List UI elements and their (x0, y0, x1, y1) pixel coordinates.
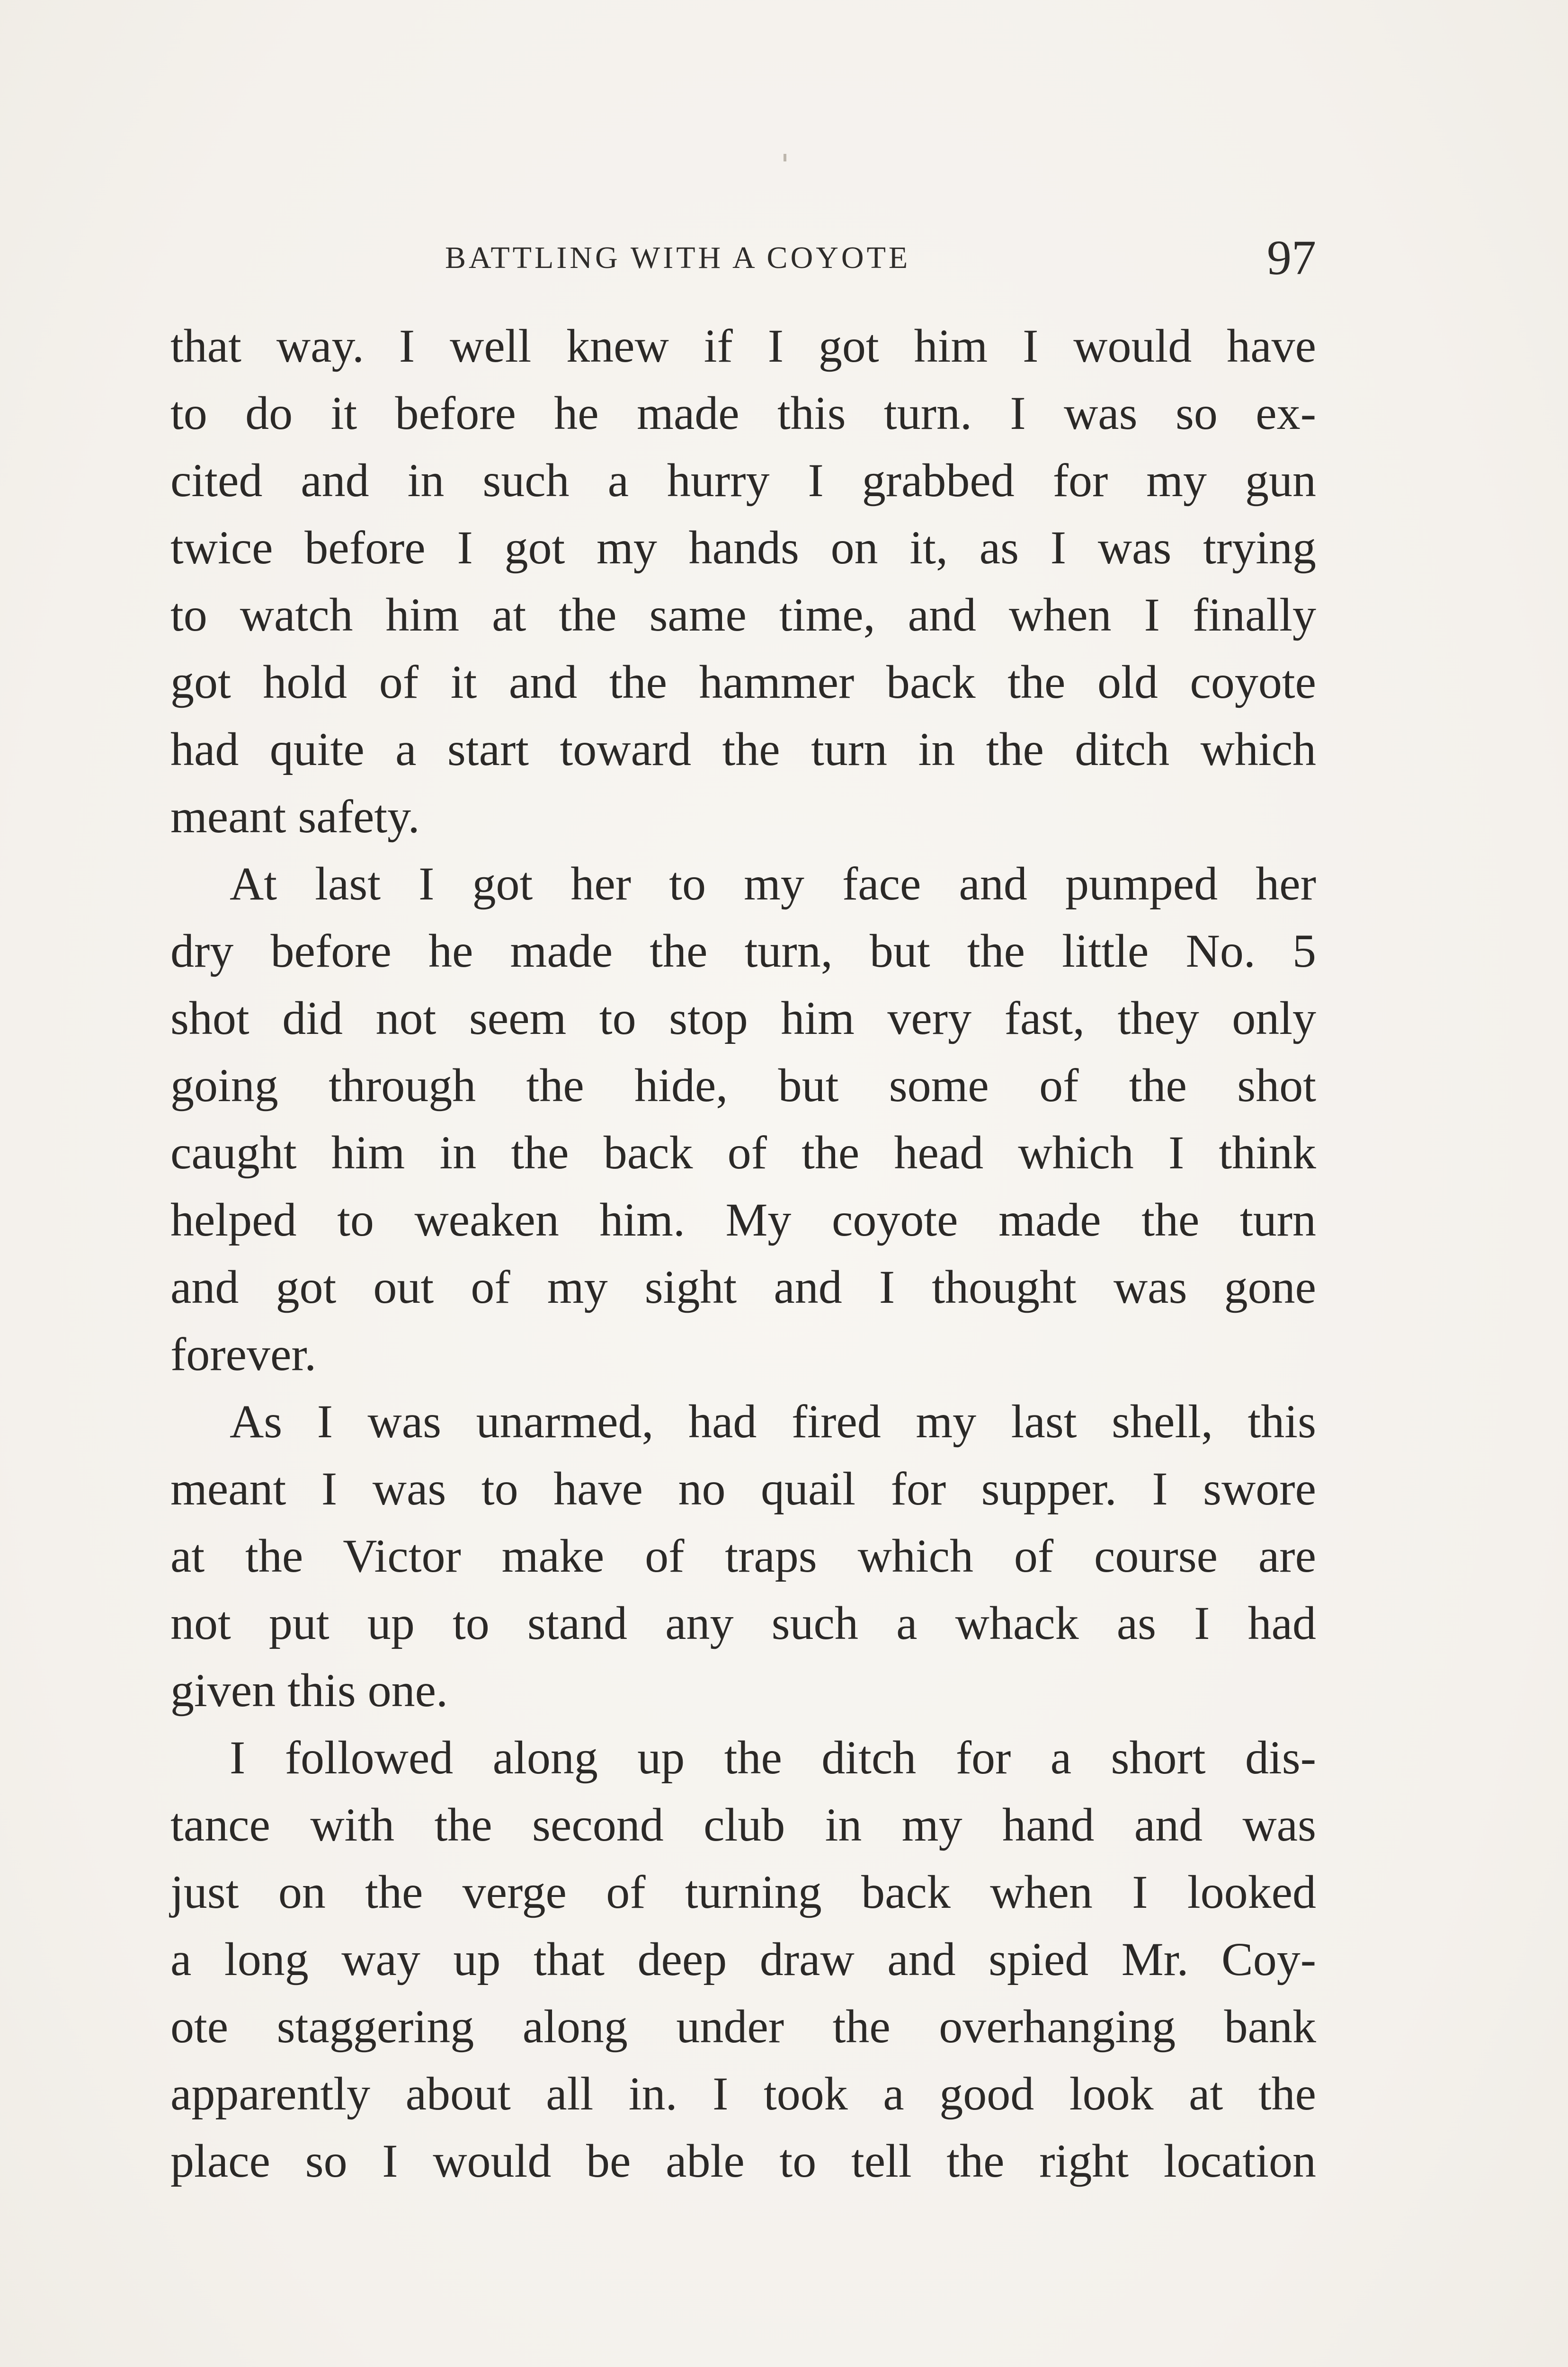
text-line: forever. (170, 1328, 317, 1380)
text-line: at the Victor make of traps which of course are (170, 1530, 1316, 1582)
text-line: not put up to stand any such a whack as I had (170, 1597, 1316, 1649)
text-line: apparently about all in. I took a good look at the (170, 2067, 1316, 2120)
text-line: caught him in the back of the head which I think (170, 1126, 1316, 1179)
text-line: At last I got her to my face and pumped her (230, 857, 1316, 910)
text-line: twice before I got my hands on it, as I was trying (170, 521, 1316, 574)
text-line: just on the verge of turning back when I looked (170, 1866, 1316, 1918)
text-line: got hold of it and the hammer back the old coyote (170, 656, 1316, 708)
text-line: meant safety. (170, 790, 420, 843)
text-line: cited and in such a hurry I grabbed for my gun (170, 454, 1316, 507)
body-text (170, 312, 1316, 2195)
paper-speck (784, 154, 786, 161)
text-line: ote staggering along under the overhanging bank (170, 2000, 1316, 2053)
text-line: helped to weaken him. My coyote made the turn (170, 1193, 1316, 1246)
text-line: I followed along up the ditch for a short dis- (230, 1731, 1316, 1784)
page-number: 97 (1267, 231, 1316, 285)
text-line: shot did not seem to stop him very fast, they only (170, 992, 1316, 1044)
running-head (170, 232, 1316, 284)
text-line: to watch him at the same time, and when I finally (170, 588, 1316, 641)
text-line: and got out of my sight and I thought was gone (170, 1261, 1316, 1313)
text-line: had quite a start toward the turn in the ditch which (170, 723, 1316, 775)
text-line: to do it before he made this turn. I was so ex- (170, 387, 1316, 439)
text-line: meant I was to have no quail for supper. I swore (170, 1462, 1316, 1515)
running-title: BATTLING WITH A COYOTE (445, 240, 911, 275)
text-line: As I was unarmed, had fired my last shell, this (230, 1395, 1316, 1448)
text-line: tance with the second club in my hand and was (170, 1798, 1316, 1851)
text-line: a long way up that deep draw and spied Mr. Coy- (170, 1933, 1316, 1985)
text-line: going through the hide, but some of the shot (170, 1059, 1316, 1112)
text-line: dry before he made the turn, but the little No. 5 (170, 925, 1316, 977)
text-line: place so I would be able to tell the right location (170, 2135, 1316, 2187)
text-line: that way. I well knew if I got him I would have (170, 320, 1316, 372)
text-line: given this one. (170, 1664, 448, 1717)
